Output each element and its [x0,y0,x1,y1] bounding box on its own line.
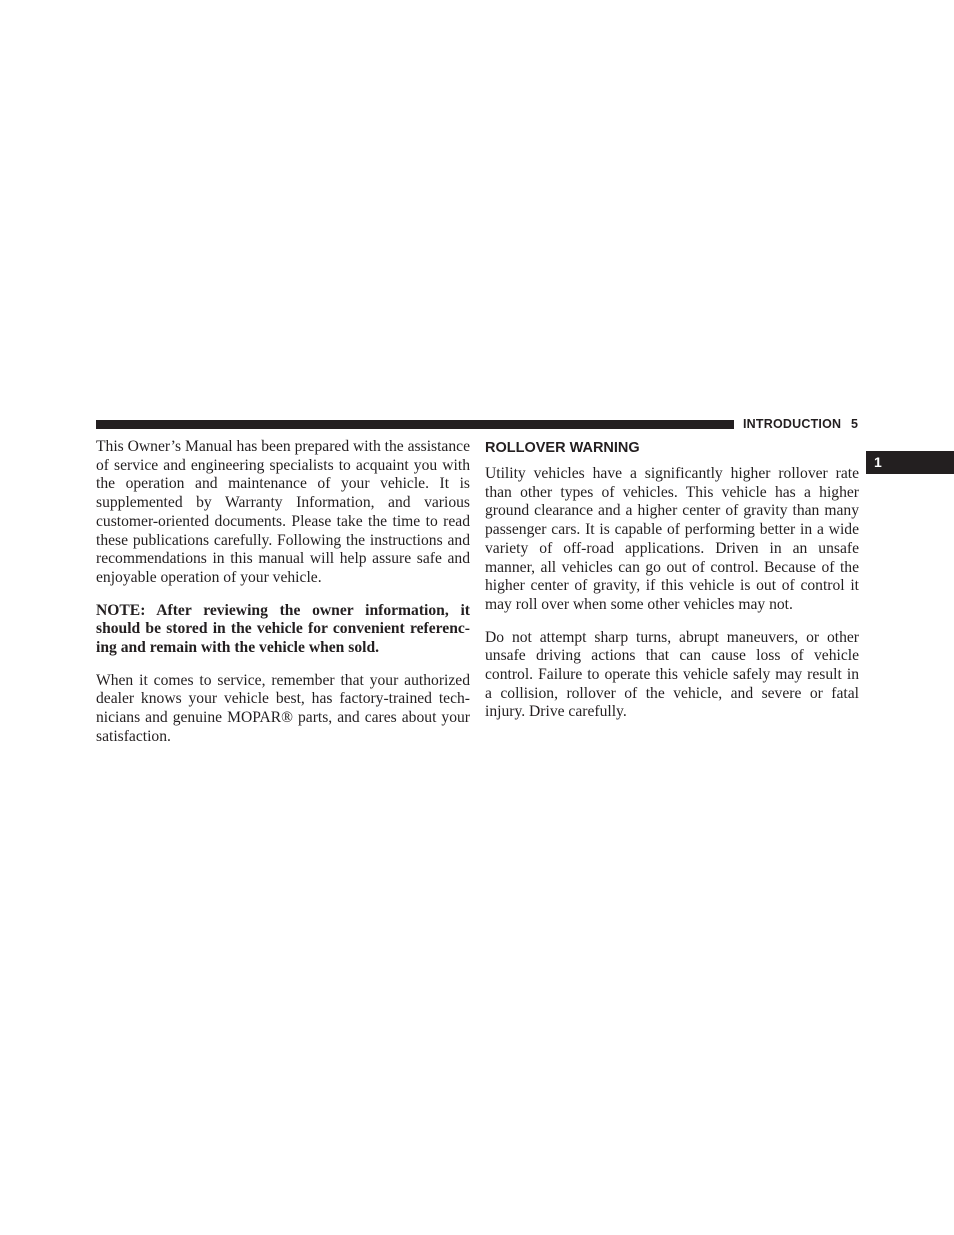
left-column [96,438,470,761]
header-rule [96,420,734,429]
chapter-tab-number: 1 [874,454,882,470]
intro-paragraph: This Owner’s Manual has been prepared with the assistance of service and engineering specialists to acquaint you with the operation and maintenance of your vehicle. It is supplemented by Warranty Information, and various customer-oriented documents. Please take the time to read these publications carefully. Following the instructions and recommendations in this manual will help assure safe and enjoyable operation of your vehicle. [96,438,470,586]
service-paragraph: When it comes to service, remember that your authorized dealer knows your vehicle best, has factory-trained technicians and genuine MOPAR® parts, and cares about your satisfaction. [96,671,470,745]
rollover-paragraph: Utility vehicles have a significantly higher rollover rate than other types of vehicles. This vehicle has a higher ground clearance and a higher center of gravity than many passenger cars. It is capable of performing better in a wide variety of off-road applications. Driven in an unsafe manner, all vehicles can go out of control. Because of the higher center of gravity, if this vehicle is out of control it may roll over when some other vehicles may not. [485,465,859,613]
driving-caution-paragraph: Do not attempt sharp turns, abrupt maneuvers, or other unsafe driving actions that can cause loss of vehicle control. Failure to operate this vehicle safely may result in a collision, rollover of the vehicle, and severe or fatal injury. Drive carefully. [485,628,859,721]
section-heading: ROLLOVER WARNING [485,440,640,456]
page-number: 5 [851,417,858,431]
right-column [485,438,859,736]
running-header-section: INTRODUCTION [743,417,842,431]
chapter-tab [866,451,954,474]
note-paragraph: NOTE: After reviewing the owner information, it should be stored in the vehicle for convenient referencing and remain with the vehicle when sold. [96,601,470,657]
